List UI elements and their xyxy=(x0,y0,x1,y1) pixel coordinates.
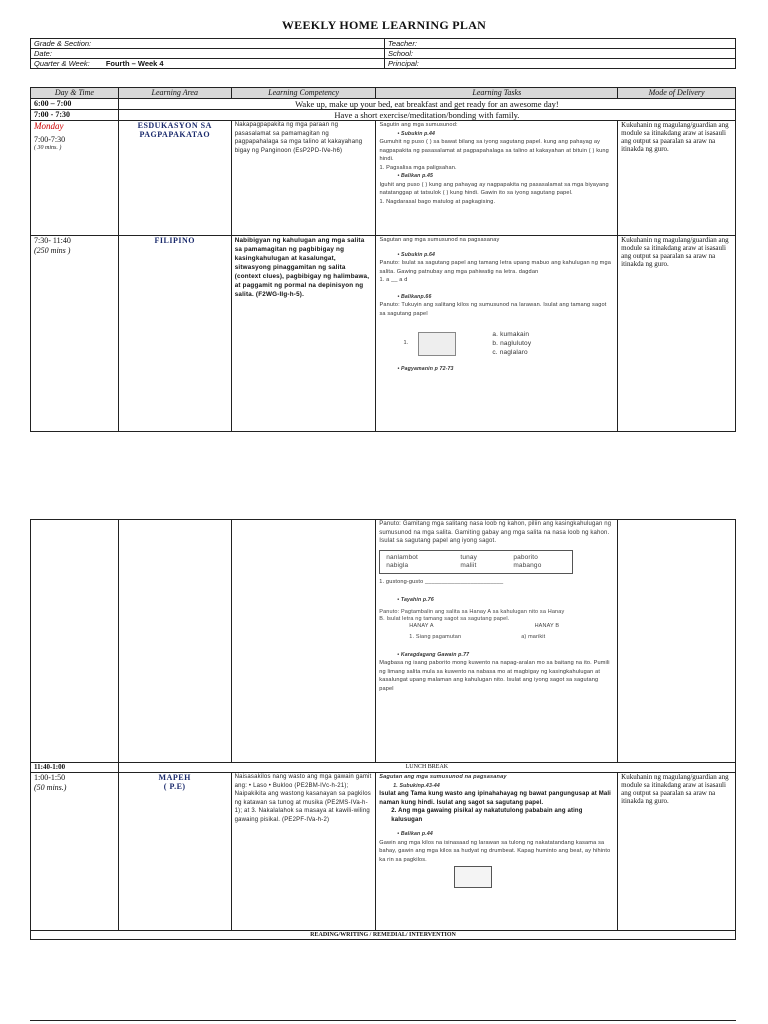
esp-task-7: 1. Nagdarasal bago matulog at pagkagising. xyxy=(379,198,496,205)
fil-q-number: 1. xyxy=(403,340,409,347)
day-label: Monday xyxy=(34,121,64,131)
fil-mode: Kukuhanin ng magulang/guardian ang module sa itinakdang araw at isasauli ang output sa paaralan sa araw na itinakda ng guro. xyxy=(618,236,736,432)
fil-task-8: • Pagyamanin p 72-73 xyxy=(397,366,454,372)
esp-task-5-text: Balikan p.45 xyxy=(401,173,434,179)
child-eating-image xyxy=(418,332,456,356)
cont-task-2: 1. gustong-gusto ________________________ xyxy=(379,578,504,585)
esp-time-cell xyxy=(31,121,119,236)
fil-option-a: a. kumakain xyxy=(492,331,530,338)
hanay-a-label: HANAY A xyxy=(409,622,434,629)
teacher-label: Teacher: xyxy=(385,39,736,49)
cont-task-4: Panuto: Pagtambalin ang salita sa Hanay A sa kahulugan nito sa Hanay B. Isulat letra ng tamang sagot sa sagutang papel. xyxy=(379,608,565,622)
word-3: paborito xyxy=(513,553,539,561)
esp-mode: Kukuhanin ng magulang/guardian ang module sa itinakdang araw at isasauli ang output sa paaralan sa araw na itinakda ng guro. xyxy=(618,121,736,236)
row2-time: 7:00 - 7:30 xyxy=(31,110,119,121)
quarter-value: Fourth – Week 4 xyxy=(105,59,164,68)
hanay-b-label: HANAY B xyxy=(534,622,560,629)
esp-task-6: Iguhit ang puso ( ) kung ang pahayag ay nagpapakita ng pasasalamat sa mga biyayang natatanggap at tatsulok ( ) kung hindi. Gawin ito sa iyong sagutang papel. xyxy=(379,181,609,196)
row1-time: 6:00 – 7:00 xyxy=(31,99,119,110)
esp-time: 7:00-7:30 xyxy=(34,135,66,144)
fil-time-cell xyxy=(31,236,119,432)
esp-task-2: • Subukin p.44 xyxy=(397,130,436,137)
mapeh-task-1: Sagutan ang mga sumusunod na pagsasanay xyxy=(379,774,507,780)
hanay-b-item: a) marikit xyxy=(521,633,546,640)
esp-task-4: 1. Pagsalisa mga paligsahan. xyxy=(379,164,457,171)
cont-area-cell xyxy=(118,520,231,763)
esp-task-1: Sagutin ang mga sumusunod: xyxy=(379,122,458,128)
header-learning-competency: Learning Competency xyxy=(231,88,376,99)
fil-task-6: Panuto: Tukuyin ang salitang kilos ng sumusunod na larawan. Isulat ang tamang sagot sa sagutang papel xyxy=(379,302,607,317)
exercise-image xyxy=(454,866,492,888)
mapeh-area: MAPEH xyxy=(158,773,191,782)
word-2: tunay xyxy=(460,553,478,561)
hanay-headers xyxy=(379,623,559,630)
mapeh-task-4: 2. Ang mga gawaing pisikal ay nakatutulong pababain ang ating kalusugan xyxy=(391,808,583,823)
esp-competency: Nakapagpapakita ng mga paraan ng pasasalamat sa pamamagitan ng pagpapahalaga sa mga talino at kakayahang bigay ng Panginoon (EsP2PD-IVe-h6) xyxy=(231,121,376,236)
header-learning-area: Learning Area xyxy=(118,88,231,99)
fil-task-4: 1. a __ a d xyxy=(379,277,408,283)
fil-tasks xyxy=(376,236,618,432)
esp-task-5: • Balikan p.45 xyxy=(397,173,434,179)
row1-activity: Wake up, make up your bed, eat breakfast and get ready for an awesome day! xyxy=(118,99,735,110)
plan-table-page2 xyxy=(30,519,736,940)
mapeh-mode: Kukuhanin ng magulang/guardian ang module sa itinakdang araw at isasauli ang output sa paaralan sa araw na itinakda ng guro. xyxy=(618,773,736,931)
word-5: maliit xyxy=(460,561,477,569)
fil-task-2-text: Subukin p.64 xyxy=(401,251,436,258)
esp-tasks xyxy=(376,121,618,236)
mapeh-task-5-text: Balikan p.44 xyxy=(400,831,433,837)
lunch-row xyxy=(31,763,736,773)
hanay-row xyxy=(379,634,614,641)
cont-time-cell xyxy=(31,520,119,763)
quarter-label: Quarter & Week: xyxy=(34,59,90,68)
cont-task-5: • Karagdagang Gawain p.77 xyxy=(397,651,470,658)
cont-task-3-text: Tayahin p.76 xyxy=(400,597,434,603)
school-label: School: xyxy=(385,49,736,59)
esp-area: ESDUKASYON SA PAGPAPAKATAO xyxy=(118,121,231,236)
fil-option-b: b. naglulutoy xyxy=(492,340,532,347)
cont-task-3: • Tayahin p.76 xyxy=(397,597,434,603)
fil-area: FILIPINO xyxy=(118,236,231,432)
bottom-divider xyxy=(30,1020,736,1021)
fil-task-5-text: Balikanp.66 xyxy=(401,293,432,300)
cont-task-5-text: Karagdagang Gawain p.77 xyxy=(400,651,470,658)
mapeh-row xyxy=(31,773,736,931)
fil-task-3: Panuto: Isulat sa sagutang papel ang tamang letra upang mabuo ang kahulugan ng mga salita. Gawing patnubay ang mga pahiwatig na letra. dagdan xyxy=(379,260,611,275)
fil-task-5: • Balikanp.66 xyxy=(397,293,432,300)
quarter-cell xyxy=(31,59,385,69)
mapeh-task-2: 1. Subukinp.43-44 xyxy=(393,782,440,789)
cont-task-6: Magbasa ng isang paborito mong kuwento na napag-aralan mo sa baitang na ito. Pumili ng limang salita mula sa kuwento na nabasa mo at magbigay ng kasingkahulugan at kasalungat upang malaman ang kahulugan nito. Isulat ang iyong sagot sa sagutang papel xyxy=(379,660,610,692)
fil-mins: (250 mins ) xyxy=(34,246,71,255)
fil-picture-question xyxy=(379,330,614,357)
mapeh-time: 1:00-1:50 xyxy=(34,773,66,782)
cont-tasks xyxy=(376,520,618,763)
principal-label: Principal: xyxy=(385,59,736,69)
fil-task-8-text: Pagyamanin p 72-73 xyxy=(401,366,454,372)
word-box xyxy=(379,550,573,574)
mapeh-task-6: Gawin ang mga kilos na isinasaad ng larawan sa tulong ng nakatatandang kasama sa bahay, gawin ang mga kilos sa hudyat ng drumbeat. Kapag huminto ang beat, ay hihinto ka rin sa pagkilos. xyxy=(379,839,611,863)
lunch-time: 11:40-1:00 xyxy=(31,763,119,773)
header-learning-tasks: Learning Tasks xyxy=(376,88,618,99)
word-6: mabango xyxy=(513,561,542,569)
fil-time: 7:30- 11:40 xyxy=(34,236,71,245)
cont-comp-cell xyxy=(231,520,376,763)
mapeh-area-pe: ( P.E) xyxy=(163,782,186,791)
lunch-break: LUNCH BREAK xyxy=(118,763,735,773)
plan-table-page1 xyxy=(30,87,736,432)
filipino-continued-row xyxy=(31,520,736,763)
word-1: nanlambot xyxy=(386,553,418,561)
page-title: WEEKLY HOME LEARNING PLAN xyxy=(281,18,487,32)
header-mode-delivery: Mode of Delivery xyxy=(618,88,736,99)
fil-option-c: c. naglalaro xyxy=(492,349,528,356)
mapeh-mins: (50 mins.) xyxy=(34,783,67,792)
fil-task-2: • Subukin p.64 xyxy=(397,251,436,258)
fil-task-1: Sagutan ang mga sumusunod na pagsasanay xyxy=(379,237,500,243)
mapeh-competency: Naisasakilos nang wasto ang mga gawain gamit ang: • Laso • Bukloo (PE2BM-IVc-h-21); Naipakikita ang wastong kasanayan sa pagkilos ng katawan sa tunog at musika (PE2MS-IVa-h-1); at 3. Nakalalahok sa masaya at kawili-wiling gawaing pisikal. (PE2PF-IVa-h-2) xyxy=(231,773,376,931)
fil-competency: Nabibigyan ng kahulugan ang mga salita sa pamamagitan ng pagbibigay ng kasingkahulugan at kasalungat, sitwasyong pinaggamitan ng salita (context clues), pagbibigay ng halimbawa, at paggamit ng pormal na depinisyon ng salita. (F2WG-IIg-h-5). xyxy=(231,236,376,432)
cont-mode-cell xyxy=(618,520,736,763)
esp-row xyxy=(31,121,736,236)
esp-task-3: Gumuhit ng puso ( ) sa bawat bilang sa iyong sagutang papel. kung ang pahayag ay nagpapakita ng pasasalamat at pagpapahalaga sa talino at kakayahan at bituin ( ) kung hindi. xyxy=(379,139,609,162)
esp-mins: ( 30 mins. ) xyxy=(34,145,62,151)
filipino-row xyxy=(31,236,736,432)
word-4: nabigla xyxy=(386,561,409,569)
fil-options xyxy=(492,330,531,357)
footer-intervention: READING/WRITING / REMEDIAL/ INTERVENTION xyxy=(31,931,736,940)
mapeh-area-cell xyxy=(118,773,231,931)
mapeh-tasks xyxy=(376,773,618,931)
header-row xyxy=(31,88,736,99)
date-label: Date: xyxy=(31,49,385,59)
esp-task-2-text: Subukin p.44 xyxy=(401,130,436,137)
mapeh-time-cell xyxy=(31,773,119,931)
row2-activity: Have a short exercise/meditation/bonding with family. xyxy=(118,110,735,121)
header-day-time: Day & Time xyxy=(31,88,119,99)
footer-row xyxy=(31,931,736,940)
info-table xyxy=(30,38,736,69)
hanay-a-item: 1. Siang pagamutan xyxy=(409,633,462,640)
grade-label: Grade & Section: xyxy=(31,39,385,49)
cont-task-1: Panuto: Gamitang mga salitang nasa loob ng kahon, piliin ang kasingkahulugan ng sumusunod na mga salita. Gamiting gabay ang mga salita na nasa loob ng kahon. Isulat sa sagutang papel ang iyong sagot. xyxy=(379,521,612,544)
mapeh-task-5: • Balikan p.44 xyxy=(397,831,433,837)
mapeh-task-3: Isulat ang Tama kung wasto ang ipinahahayag ng bawat pangungusap at Mali naman kung hindi. Isulat ang sagot sa sagutang papel. xyxy=(379,791,611,806)
